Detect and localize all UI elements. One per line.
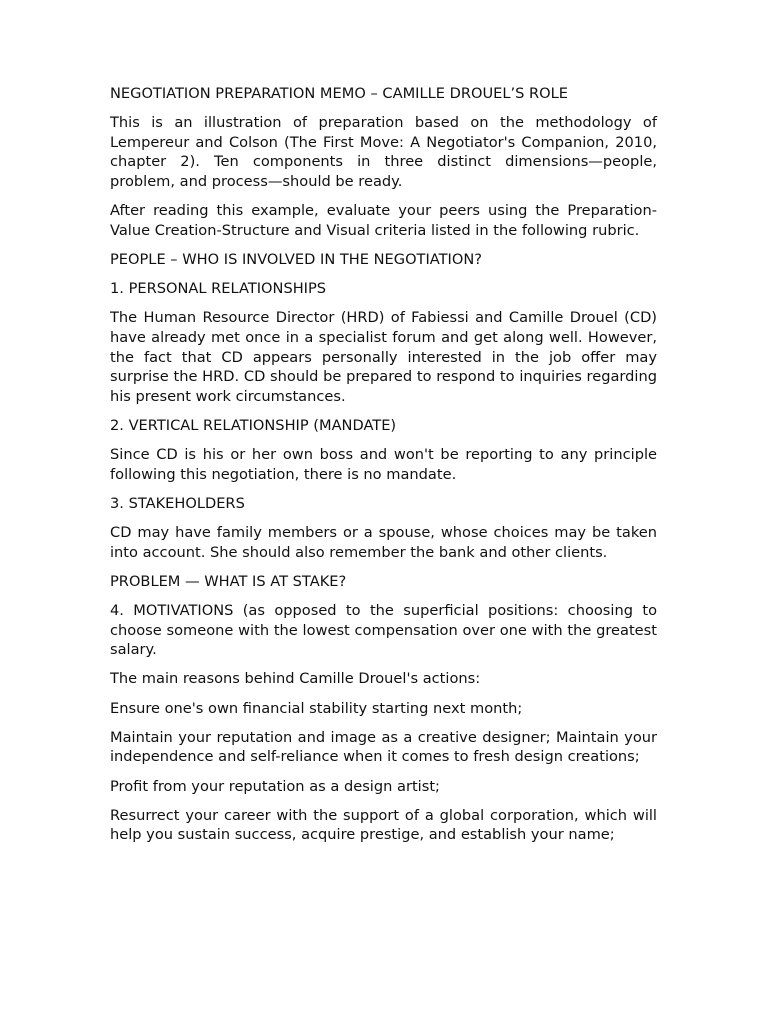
section-2-paragraph: Since CD is his or her own boss and won't be reporting to any principle following this negotiation, there is no mandate. bbox=[110, 446, 657, 483]
document-title: NEGOTIATION PREPARATION MEMO – CAMILLE DROUEL’S ROLE bbox=[110, 85, 569, 102]
people-heading: PEOPLE – WHO IS INVOLVED IN THE NEGOTIATION? bbox=[110, 250, 482, 268]
problem-heading: PROBLEM — WHAT IS AT STAKE? bbox=[110, 572, 347, 590]
reasons-intro: The main reasons behind Camille Drouel's actions: bbox=[110, 670, 481, 688]
section-3-paragraph: CD may have family members or a spouse, whose choices may be taken into account. She should also remember the bank and other clients. bbox=[110, 524, 657, 561]
section-1-heading: 1. PERSONAL RELATIONSHIPS bbox=[110, 280, 327, 298]
intro-paragraph: This is an illustration of preparation based on the methodology of Lempereur and Colson (The First Move: A Negotiator's Companion, 2010, chapter 2). Ten components in three distinct dimensions—people, problem, and process—should be ready. bbox=[110, 114, 657, 190]
section-1-paragraph: The Human Resource Director (HRD) of Fabiessi and Camille Drouel (CD) have already met once in a specialist forum and get along well. However, the fact that CD appears personally interested in the job offer may surprise the HRD. CD should be prepared to respond to inquiries regarding his present work circumstances. bbox=[110, 309, 657, 405]
section-4-heading: 4. MOTIVATIONS (as opposed to the superficial positions: choosing to choose someone with the lowest compensation over one with the greatest salary. bbox=[110, 602, 657, 659]
section-2-heading: 2. VERTICAL RELATIONSHIP (MANDATE) bbox=[110, 416, 397, 434]
reason-item-1: Ensure one's own financial stability starting next month; bbox=[110, 699, 523, 717]
document-page bbox=[110, 84, 657, 855]
reason-item-2: Maintain your reputation and image as a creative designer; Maintain your independence and self-reliance when it comes to fresh design creations; bbox=[110, 728, 657, 766]
reason-item-4: Resurrect your career with the support of a global corporation, which will help you sustain success, acquire prestige, and establish your name; bbox=[110, 806, 657, 844]
section-3-heading: 3. STAKEHOLDERS bbox=[110, 494, 245, 512]
reason-item-3: Profit from your reputation as a design artist; bbox=[110, 777, 440, 795]
instructions-paragraph: After reading this example, evaluate your peers using the Preparation-Value Creation-Structure and Visual criteria listed in the following rubric. bbox=[110, 202, 657, 239]
